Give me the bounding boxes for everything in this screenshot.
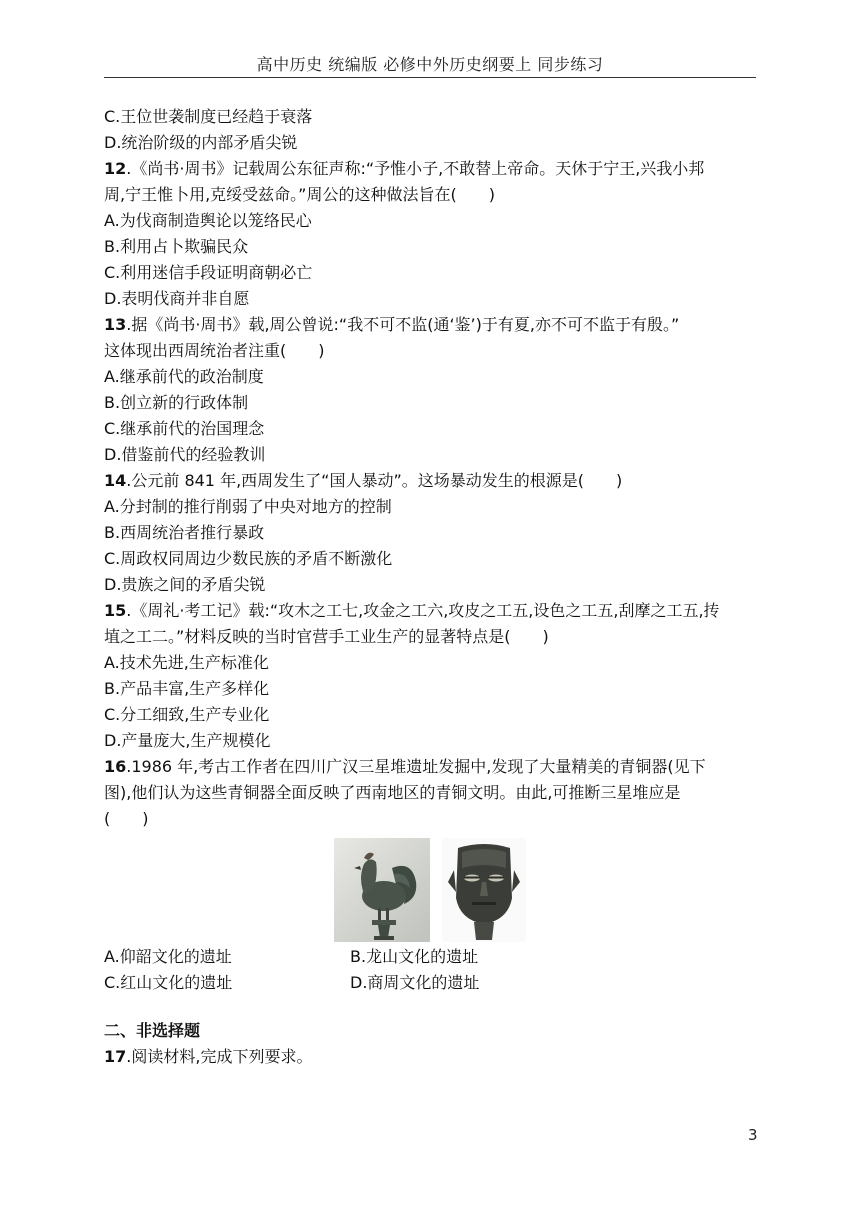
question-text: .公元前 841 年,西周发生了“国人暴动”。这场暴动发生的根源是( ) — [126, 471, 623, 490]
question-stem-line — [104, 754, 756, 780]
option-b[interactable]: B.产品丰富,生产多样化 — [104, 679, 270, 698]
question-stem-line — [104, 468, 756, 494]
question-13 — [104, 312, 756, 468]
bronze-artifact-images — [104, 838, 756, 942]
option-c[interactable]: C.分工细致,生产专业化 — [104, 705, 270, 724]
bronze-rooster-image — [334, 838, 430, 942]
option-b[interactable]: B.利用占卜欺骗民众 — [104, 237, 249, 256]
option-d[interactable]: D.贵族之间的矛盾尖锐 — [104, 575, 266, 594]
question-number: 13 — [104, 315, 127, 334]
option-a[interactable]: A.技术先进,生产标准化 — [104, 653, 269, 672]
page-number: 3 — [748, 1126, 758, 1144]
option-c[interactable]: C.利用迷信手段证明商朝必亡 — [104, 263, 313, 282]
question-number: 14 — [104, 471, 127, 490]
question-text: 这体现出西周统治者注重( ) — [104, 341, 325, 360]
question-12 — [104, 156, 756, 312]
option-c[interactable]: C.周政权同周边少数民族的矛盾不断激化 — [104, 549, 393, 568]
question-text: .1986 年,考古工作者在四川广汉三星堆遗址发掘中,发现了大量精美的青铜器(见下 — [126, 757, 706, 776]
question-16 — [104, 754, 756, 996]
question-stem-line — [104, 598, 756, 624]
question-stem-line — [104, 312, 756, 338]
question-number: 16 — [104, 757, 127, 776]
option-a[interactable]: A.为伐商制造舆论以笼络民心 — [104, 211, 312, 230]
question-number: 15 — [104, 601, 127, 620]
option-c[interactable]: C.继承前代的治国理念 — [104, 419, 265, 438]
question-text: .阅读材料,完成下列要求。 — [126, 1047, 313, 1066]
bronze-mask-head-image — [442, 838, 526, 942]
question-text: .《尚书·周书》记载周公东征声称:“予惟小子,不敢替上帝命。天休于宁王,兴我小邦 — [126, 159, 705, 178]
answer-blank: ( ) — [104, 809, 149, 828]
section-title: 二、非选择题 — [104, 1021, 201, 1040]
option-b[interactable]: B.西周统治者推行暴政 — [104, 523, 265, 542]
option-d[interactable]: D.表明伐商并非自愿 — [104, 289, 250, 308]
option-d[interactable]: D.商周文化的遗址 — [350, 973, 480, 992]
page-header: 高中历史 统编版 必修中外历史纲要上 同步练习 — [256, 55, 604, 74]
option-b[interactable]: B.龙山文化的遗址 — [350, 947, 479, 966]
option-a[interactable]: A.分封制的推行削弱了中央对地方的控制 — [104, 497, 392, 516]
option-d[interactable]: D.借鉴前代的经验教训 — [104, 445, 266, 464]
option-c[interactable]: C.红山文化的遗址 — [104, 973, 233, 992]
question-text: 周,宁王惟卜用,克绥受兹命。”周公的这种做法旨在( ) — [104, 185, 495, 204]
question-text: .《周礼·考工记》载:“攻木之工七,攻金之工六,攻皮之工五,设色之工五,刮摩之工五,抟 — [126, 601, 720, 620]
question-15 — [104, 598, 756, 754]
question-text: 埴之工二。”材料反映的当时官营手工业生产的显著特点是( ) — [104, 627, 549, 646]
question-14 — [104, 468, 756, 598]
option-d[interactable]: D.产量庞大,生产规模化 — [104, 731, 271, 750]
question-text: .据《尚书·周书》载,周公曾说:“我不可不监(通‘鉴’)于有夏,亦不可不监于有殷。” — [126, 315, 680, 334]
question-text: 图),他们认为这些青铜器全面反映了西南地区的青铜文明。由此,可推断三星堆应是 — [104, 783, 681, 802]
question-number: 12 — [104, 159, 127, 178]
option-a[interactable]: A.仰韶文化的遗址 — [104, 947, 232, 966]
option-d[interactable]: D.统治阶级的内部矛盾尖锐 — [104, 133, 298, 152]
question-17 — [104, 1044, 756, 1070]
option-a[interactable]: A.继承前代的政治制度 — [104, 367, 264, 386]
question-stem-line — [104, 156, 756, 182]
question-number: 17 — [104, 1047, 127, 1066]
options-grid — [104, 944, 756, 996]
option-c[interactable]: C.王位世袭制度已经趋于衰落 — [104, 107, 313, 126]
page-content — [104, 104, 756, 1070]
header-divider — [104, 77, 756, 78]
option-b[interactable]: B.创立新的行政体制 — [104, 393, 249, 412]
